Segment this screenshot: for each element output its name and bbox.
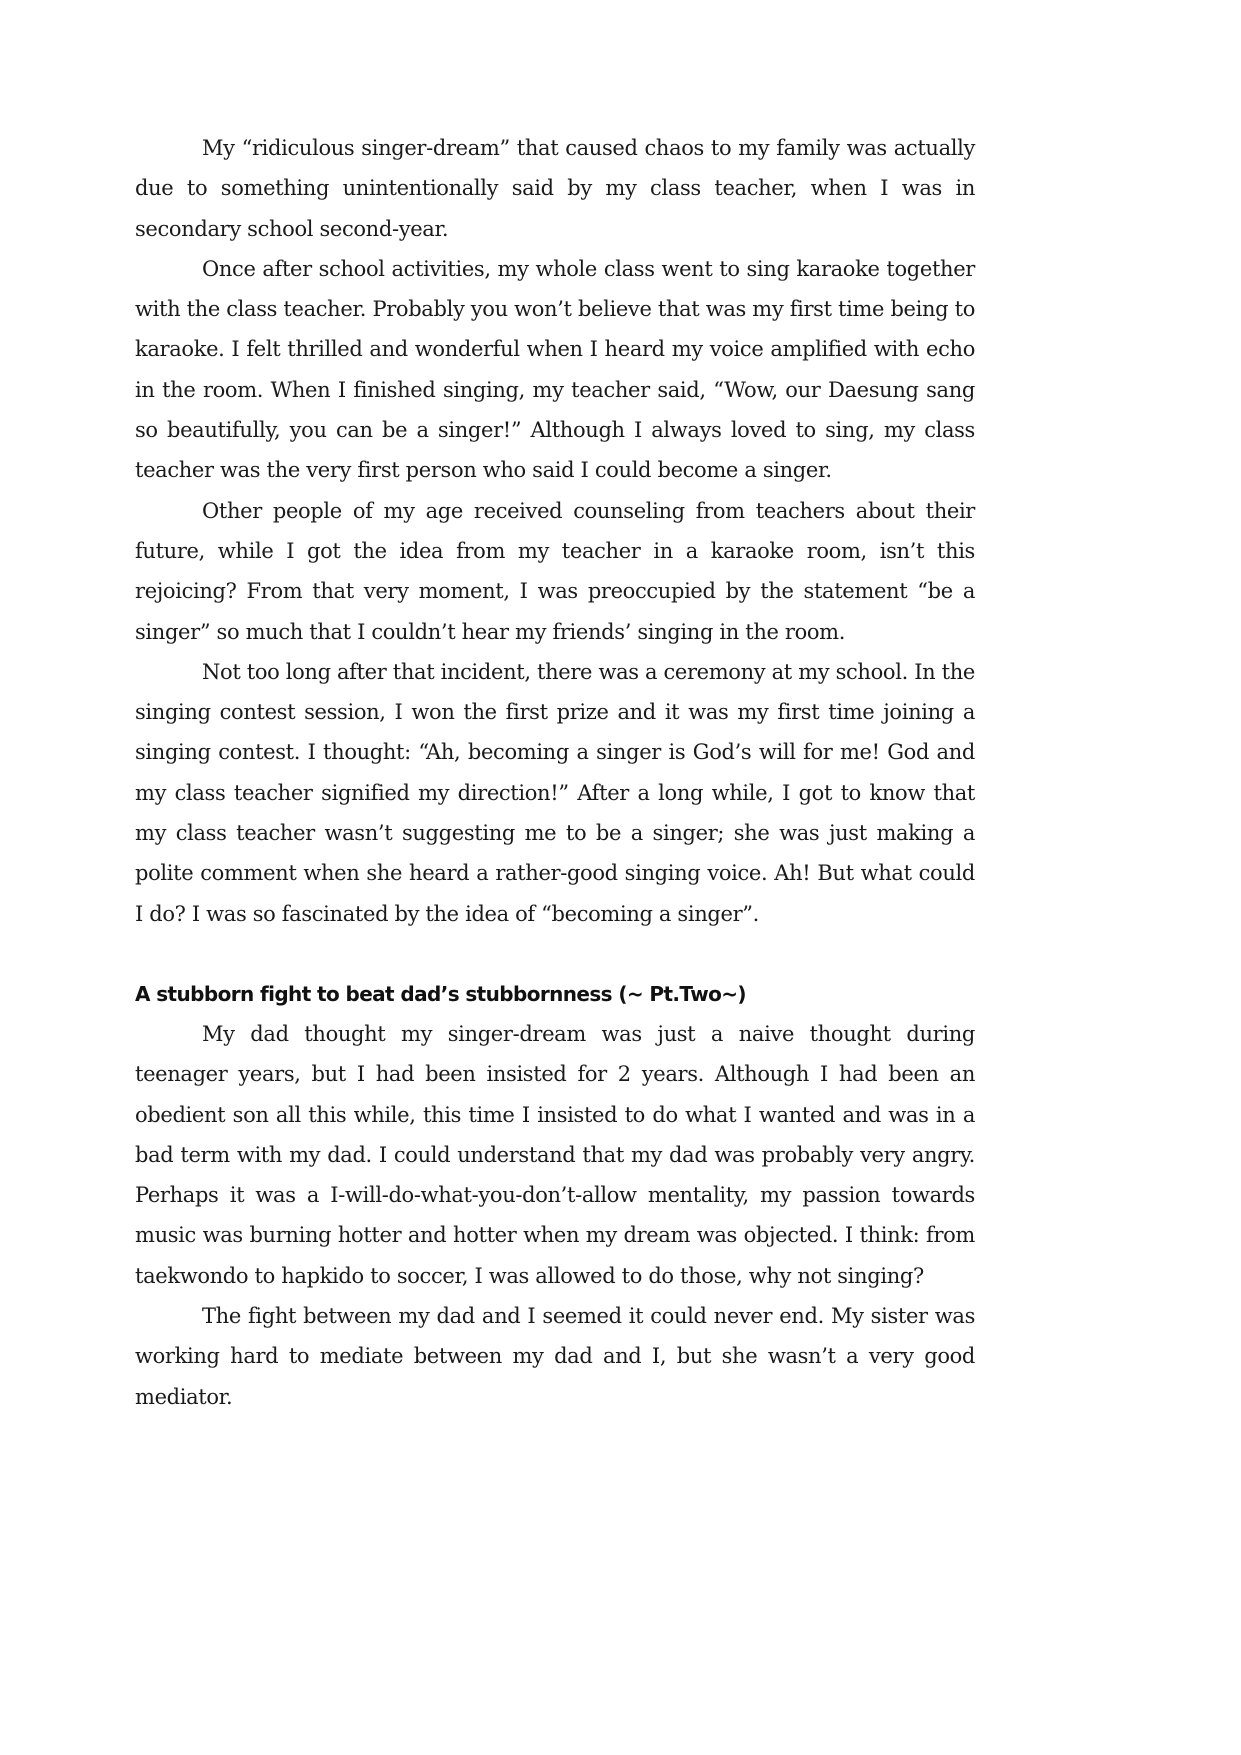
- paragraph: Once after school activities, my whole class went to sing karaoke together with the class teacher. Probably you won’t believe that was my first time being to karaoke. I felt thrilled and wonderful when I heard my voice amplified with echo in the room. When I finished singing, my teacher said, “Wow, our Daesung sang so beautifully, you can be a singer!” Although I always loved to sing, my class teacher was the very first person who said I could become a singer.: [135, 256, 975, 483]
- paragraph: The fight between my dad and I seemed it could never end. My sister was working hard to mediate between my dad and I, but she wasn’t a very good mediator.: [135, 1304, 975, 1409]
- document-page: [135, 128, 975, 1417]
- section-heading: A stubborn fight to beat dad’s stubbornness (~ Pt.Two~): [135, 981, 746, 1006]
- paragraph: Not too long after that incident, there was a ceremony at my school. In the singing contest session, I won the first prize and it was my first time joining a singing contest. I thought: “Ah, becoming a singer is God’s will for me! God and my class teacher signified my direction!” After a long while, I got to know that my class teacher wasn’t suggesting me to be a singer; she was just making a polite comment when she heard a rather-good singing voice. Ah! But what could I do? I was so fascinated by the idea of “becoming a singer”.: [135, 659, 976, 926]
- paragraph: My “ridiculous singer-dream” that caused chaos to my family was actually due to something unintentionally said by my class teacher, when I was in secondary school second-year.: [135, 136, 975, 241]
- paragraph: Other people of my age received counseling from teachers about their future, while I got the idea from my teacher in a karaoke room, isn’t this rejoicing? From that very moment, I was preoccupied by the statement “be a singer” so much that I couldn’t hear my friends’ singing in the room.: [135, 498, 975, 644]
- paragraph: My dad thought my singer-dream was just a naive thought during teenager years, but I had been insisted for 2 years. Although I had been an obedient son all this while, this time I insisted to do what I wanted and was in a bad term with my dad. I could understand that my dad was probably very angry. Perhaps it was a I-will-do-what-you-don’t-allow mentality, my passion towards music was burning hotter and hotter when my dream was objected. I think: from taekwondo to hapkido to soccer, I was allowed to do those, why not singing?: [135, 1021, 975, 1288]
